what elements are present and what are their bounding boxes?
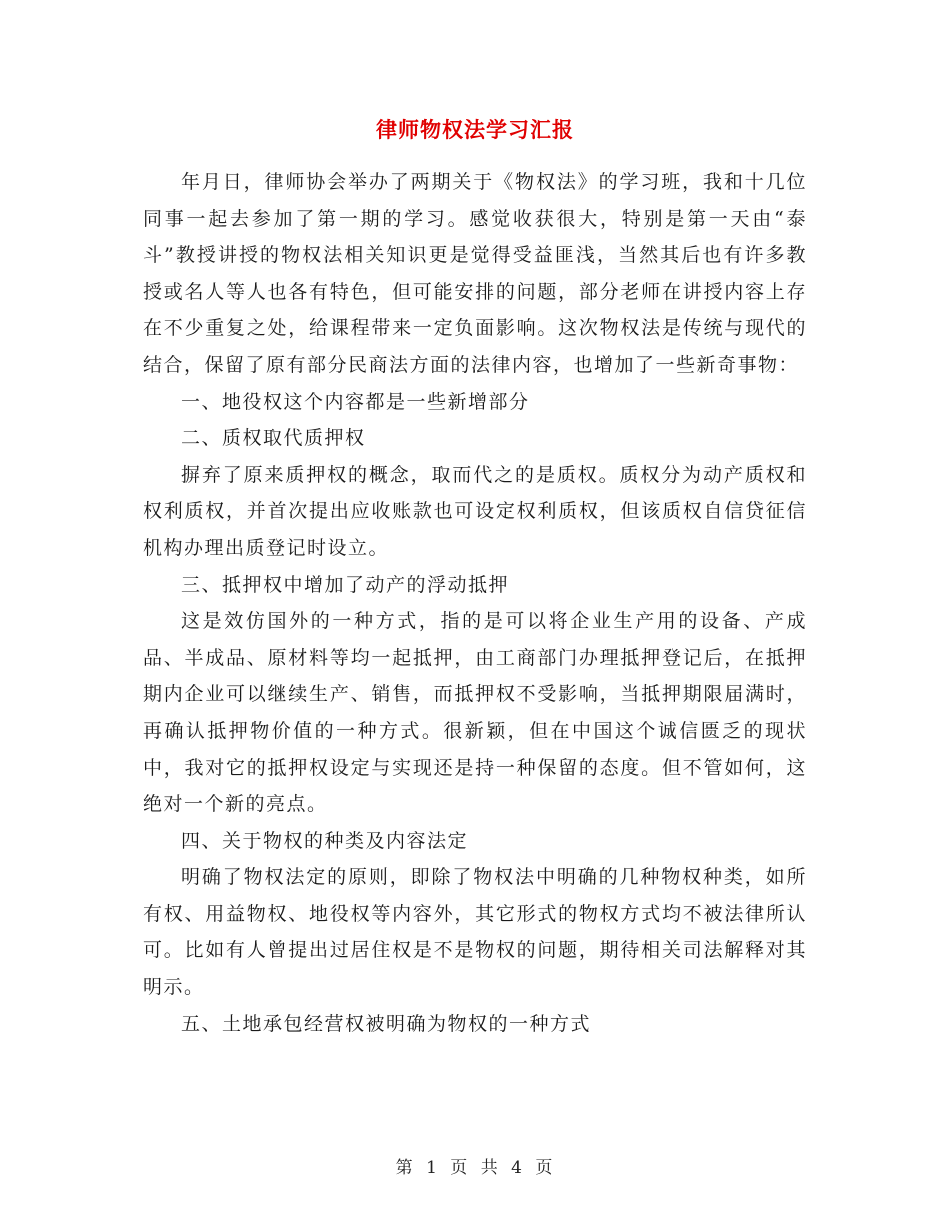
heading-item-2: 二、质权取代质押权 bbox=[181, 427, 366, 450]
page-number-footer: 第 1 页 共 4 页 bbox=[395, 1158, 555, 1178]
paragraph-property-rights: 明确了物权法定的原则，即除了物权法中明确的几种物权种类，如所有权、用益物权、地役权等内容外，其它形式的物权方式均不被法律所认可。比如有人曾提出过居住权是不是物权的问题，期待相关司法解释对其明示。 bbox=[143, 866, 807, 999]
heading-item-3: 三、抵押权中增加了动产的浮动抵押 bbox=[181, 573, 510, 596]
heading-item-5: 五、土地承包经营权被明确为物权的一种方式 bbox=[181, 1012, 592, 1035]
heading-item-4: 四、关于物权的种类及内容法定 bbox=[181, 829, 469, 852]
paragraph-floating-mortgage: 这是效仿国外的一种方式，指的是可以将企业生产用的设备、产成品、半成品、原材料等均一起抵押，由工商部门办理抵押登记后，在抵押期内企业可以继续生产、销售，而抵押权不受影响，当抵押期限届满时，再确认抵押物价值的一种方式。很新颖，但在中国这个诚信匮乏的现状中，我对它的抵押权设定与实现还是持一种保留的态度。但不管如何，这绝对一个新的亮点。 bbox=[143, 610, 807, 816]
paragraph-intro: 年月日，律师协会举办了两期关于《物权法》的学习班，我和十几位同事一起去参加了第一期的学习。感觉收获很大，特别是第一天由“泰斗”教授讲授的物权法相关知识更是觉得受益匪浅，当然其后也有许多教授或名人等人也各有特色，但可能安排的问题，部分老师在讲授内容上存在不少重复之处，给课程带来一定负面影响。这次物权法是传统与现代的结合，保留了原有部分民商法方面的法律内容，也增加了一些新奇事物： bbox=[143, 171, 807, 376]
heading-item-1: 一、地役权这个内容都是一些新增部分 bbox=[181, 390, 530, 413]
document-title: 律师物权法学习汇报 bbox=[376, 117, 574, 142]
paragraph-pledge: 摒弃了原来质押权的概念，取而代之的是质权。质权分为动产质权和权利质权，并首次提出应收账款也可设定权利质权，但该质权自信贷征信机构办理出质登记时设立。 bbox=[143, 463, 807, 559]
document-body bbox=[143, 164, 807, 1042]
